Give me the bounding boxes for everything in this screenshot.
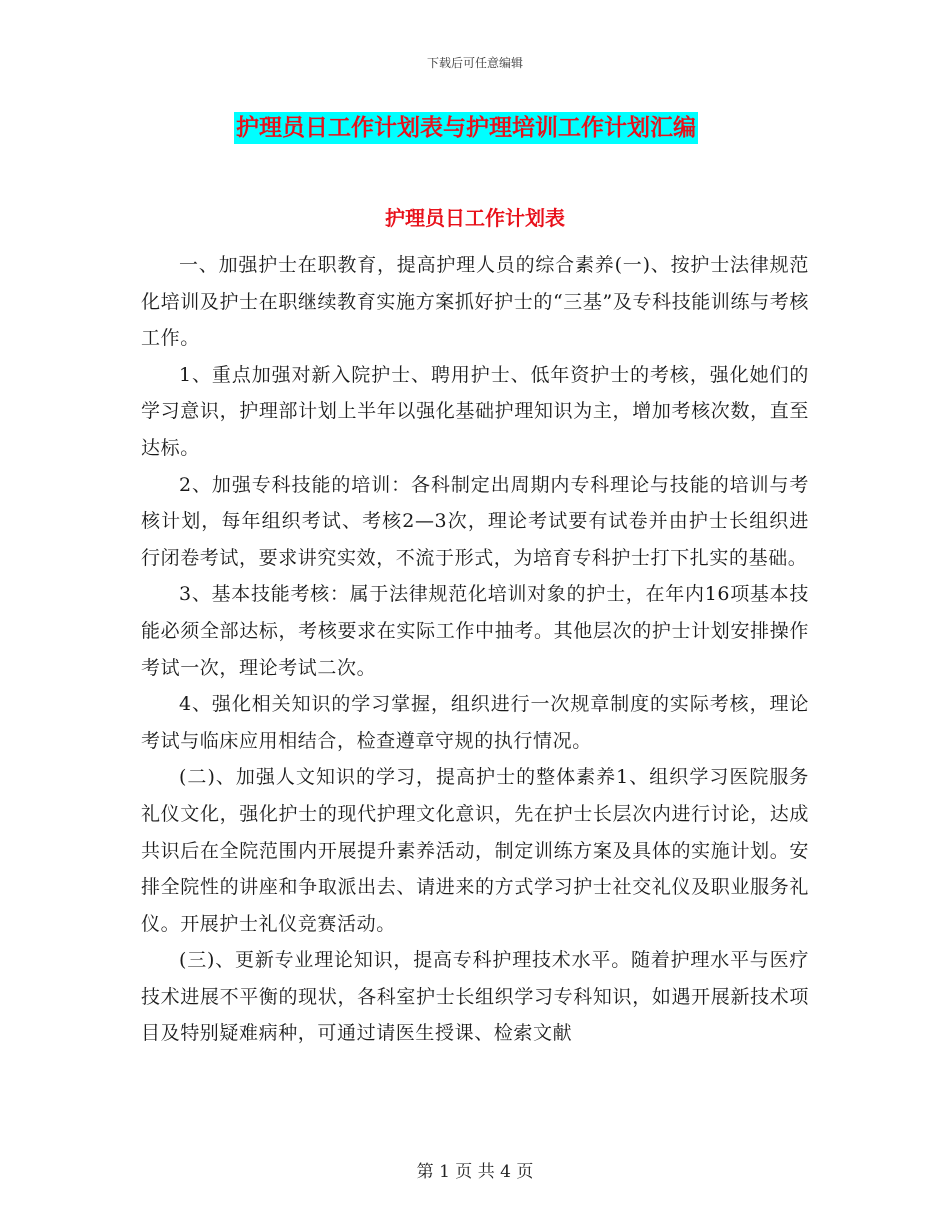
- header-note: 下载后可任意编辑: [426, 56, 523, 70]
- paragraph: 3、基本技能考核：属于法律规范化培训对象的护士，在年内16项基本技能必须全部达标，考核要求在实际工作中抽考。其他层次的护士计划安排操作考试一次，理论考试二次。: [141, 583, 809, 679]
- document-title: 护理员日工作计划表与护理培训工作计划汇编: [234, 112, 698, 144]
- document-body: [141, 247, 809, 1052]
- paragraph: 2、加强专科技能的培训：各科制定出周期内专科理论与技能的培训与考核计划，每年组织考试、考核2—3次，理论考试要有试卷并由护士长组织进行闭卷考试，要求讲究实效，不流于形式，为培育专科护士打下扎实的基础。: [141, 473, 809, 569]
- paragraph: 1、重点加强对新入院护士、聘用护士、低年资护士的考核，强化她们的学习意识，护理部计划上半年以强化基础护理知识为主，增加考核次数，直至达标。: [141, 363, 809, 459]
- paragraph: (二)、加强人文知识的学习，提高护士的整体素养1、组织学习医院服务礼仪文化，强化护士的现代护理文化意识，先在护士长层次内进行讨论，达成共识后在全院范围内开展提升素养活动，制定训练方案及具体的实施计划。安排全院性的讲座和争取派出去、请进来的方式学习护士社交礼仪及职业服务礼仪。开展护士礼仪竞赛活动。: [141, 766, 809, 935]
- section-title: 护理员日工作计划表: [385, 206, 565, 230]
- paragraph: 4、强化相关知识的学习掌握，组织进行一次规章制度的实际考核，理论考试与临床应用相结合，检查遵章守规的执行情况。: [141, 693, 809, 752]
- page-footer: 第 1 页 共 4 页: [416, 1162, 534, 1182]
- paragraph: (三)、更新专业理论知识，提高专科护理技术水平。随着护理水平与医疗技术进展不平衡的现状，各科室护士长组织学习专科知识，如遇开展新技术项目及特别疑难病种，可通过请医生授课、检索文献: [141, 949, 809, 1045]
- paragraph: 一、加强护士在职教育，提高护理人员的综合素养(一)、按护士法律规范化培训及护士在职继续教育实施方案抓好护士的“三基”及专科技能训练与考核工作。: [141, 254, 809, 350]
